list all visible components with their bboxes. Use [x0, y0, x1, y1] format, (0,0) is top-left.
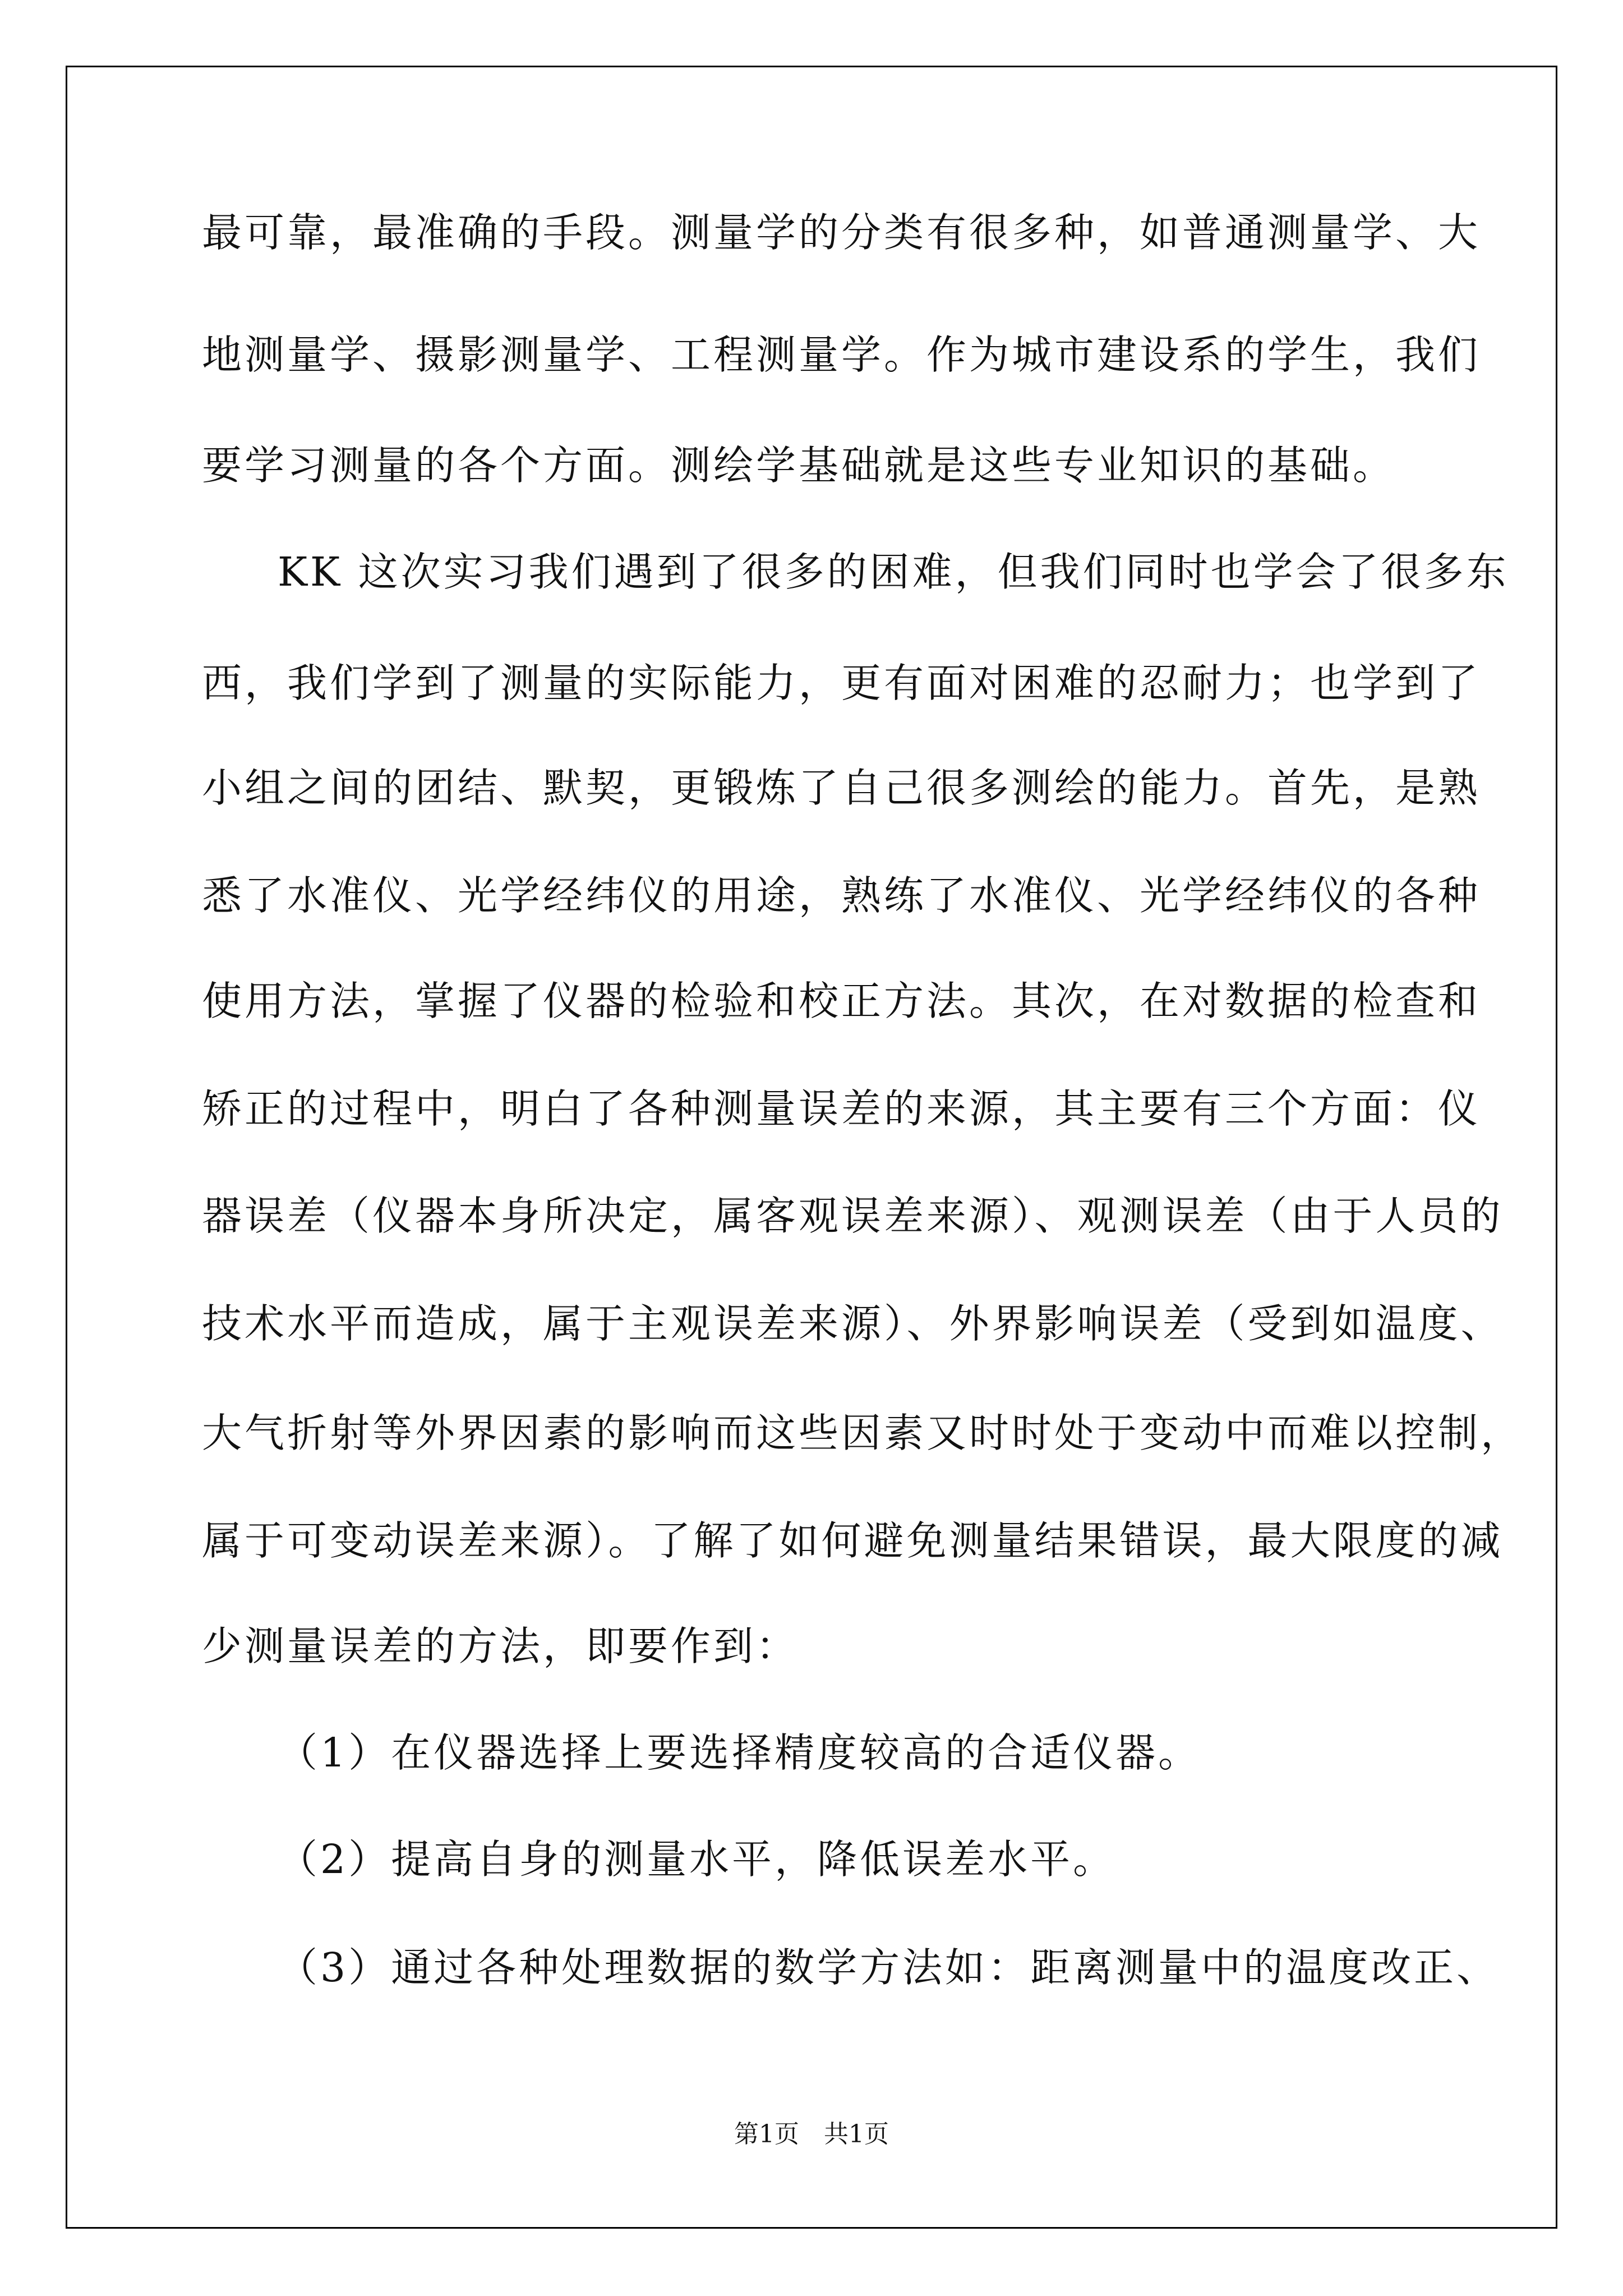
page-border: [66, 66, 1557, 2229]
text-line: 器误差（仪器本身所决定，属客观误差来源）、观测误差（由于人员的: [202, 1193, 1504, 1239]
text-line: 悉了水准仪、光学经纬仪的用途，熟练了水准仪、光学经纬仪的各种: [202, 872, 1481, 919]
text-line: 西，我们学到了测量的实际能力，更有面对困难的忍耐力；也学到了: [202, 660, 1481, 706]
text-line: 小组之间的团结、默契，更锻炼了自己很多测绘的能力。首先，是熟: [202, 765, 1481, 811]
text-line: 地测量学、摄影测量学、工程测量学。作为城市建设系的学生，我们: [202, 332, 1481, 378]
text-line: 使用方法，掌握了仪器的检验和校正方法。其次，在对数据的检查和: [202, 978, 1481, 1024]
text-line: 要学习测量的各个方面。测绘学基础就是这些专业知识的基础。: [202, 442, 1396, 489]
list-item: （2）提高自身的测量水平，降低误差水平。: [278, 1836, 1116, 1883]
text-line: KK 这次实习我们遇到了很多的困难，但我们同时也学会了很多东: [278, 549, 1509, 595]
text-line: 大气折射等外界因素的影响而这些因素又时时处于变动中而难以控制，: [202, 1410, 1524, 1456]
text-line: 属于可变动误差来源）。了解了如何避免测量结果错误，最大限度的减: [202, 1517, 1504, 1564]
text-line: 少测量误差的方法，即要作到：: [202, 1623, 799, 1669]
list-item: （3）通过各种处理数据的数学方法如：距离测量中的温度改正、: [278, 1944, 1500, 1991]
page-number-footer: 第1页 共1页: [734, 2120, 889, 2148]
text-line: 技术水平而造成，属于主观误差来源）、外界影响误差（受到如温度、: [202, 1300, 1504, 1347]
text-line: 矫正的过程中，明白了各种测量误差的来源，其主要有三个方面：仪: [202, 1085, 1481, 1132]
list-item: （1）在仪器选择上要选择精度较高的合适仪器。: [278, 1729, 1201, 1776]
text-line: 最可靠，最准确的手段。测量学的分类有很多种，如普通测量学、大: [202, 209, 1481, 256]
